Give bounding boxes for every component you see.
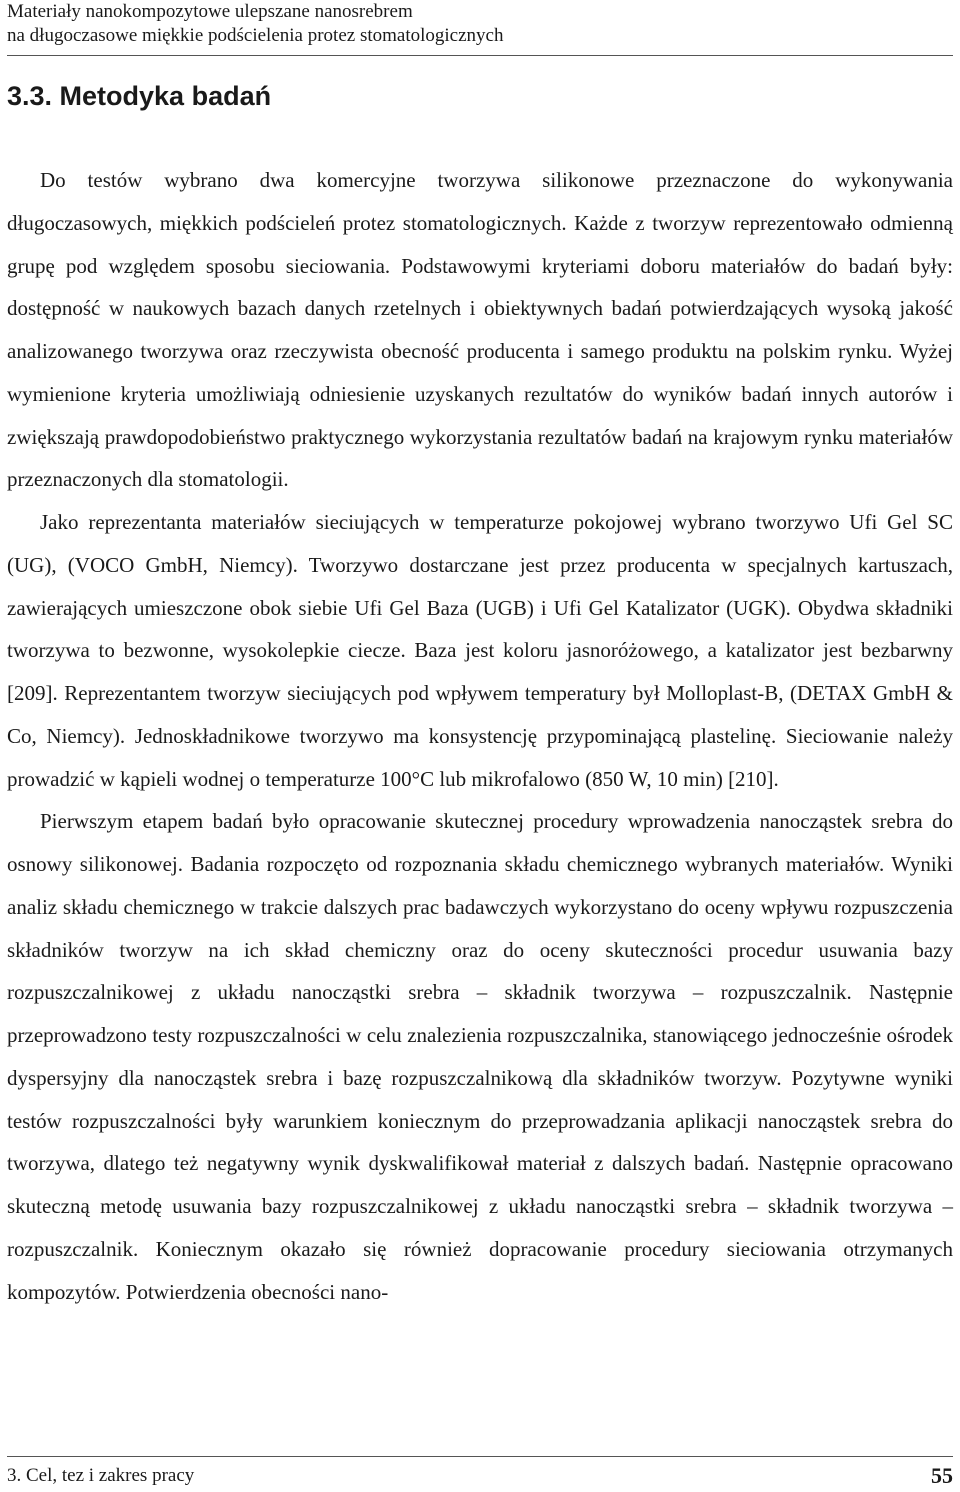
footer-chapter-title: 3. Cel, tez i zakres pracy: [7, 1465, 195, 1486]
paragraph: Do testów wybrano dwa komercyjne tworzywa silikonowe przeznaczone do wykonywania długoczasowych, miękkich podścieleń protez stomatologicznych. Każde z tworzyw reprezentowało odmienną grupę pod względem sposobu sieciowania. Podstawowymi kryteriami doboru materiałów do badań były: dostępność w naukowych bazach danych rzetelnych i obiektywnych badań potwierdzających wysoką jakość analizowanego tworzywa oraz rzeczywista obecność producenta i samego produktu na polskim rynku. Wyżej wymienione kryteria umożliwiają odniesienie uzyskanych rezultatów do wyników badań innych autorów i zwiększają prawdopodobieństwo praktycznego wykorzystania rezultatów badań na krajowym rynku materiałów przeznaczonych dla stomatologii.: [7, 168, 953, 492]
paragraph: Jako reprezentanta materiałów sieciujących w temperaturze pokojowej wybrano tworzywo Ufi Gel SC (UG), (VOCO GmbH, Niemcy). Tworzywo dostarczane jest przez producenta w specjalnych kartuszach, zawierających umieszczone obok siebie Ufi Gel Baza (UGB) i Ufi Gel Katalizator (UGK). Obydwa składniki tworzywa to bezwonne, wysokolepkie ciecze. Baza jest koloru jasnoróżowego, a katalizator jest bezbarwny [209]. Reprezentantem tworzyw sieciujących pod wpływem temperatury był Molloplast-B, (DETAX GmbH & Co, Niemcy). Jednoskładnikowe tworzywo ma konsystencję przypominającą plastelinę. Sieciowanie należy prowadzić w kąpieli wodnej o temperaturze 100°C lub mikrofalowo (850 W, 10 min) [210].: [7, 510, 953, 791]
running-header-line-2: na długoczasowe miękkie podścielenia protez stomatologicznych: [7, 25, 504, 46]
running-header-line-1: Materiały nanokompozytowe ulepszane nanosrebrem: [7, 1, 413, 22]
page-number: 55: [931, 1463, 953, 1488]
footer-divider: [7, 1456, 953, 1457]
running-footer: [7, 1462, 953, 1490]
running-header: [7, 0, 947, 48]
body-text: [7, 159, 953, 1313]
section-heading: 3.3. Metodyka badań: [7, 81, 272, 111]
paragraph: Pierwszym etapem badań było opracowanie skutecznej procedury wprowadzenia nanocząstek srebra do osnowy silikonowej. Badania rozpoczęto od rozpoznania składu chemicznego wybranych materiałów. Wyniki analiz składu chemicznego w trakcie dalszych prac badawczych wykorzystano do oceny wpływu rozpuszczenia składników tworzyw na ich skład chemiczny oraz do oceny skuteczności procedur usuwania bazy rozpuszczalnikowej z układu nanocząstki srebra – składnik tworzywa – rozpuszczalnik. Następnie przeprowadzono testy rozpuszczalności w celu znalezienia rozpuszczalnika, stanowiącego jednocześnie ośrodek dyspersyjny dla nanocząstek srebra i bazę rozpuszczalnikową dla składników tworzyw. Pozytywne wyniki testów rozpuszczalności były warunkiem koniecznym do przeprowadzania aplikacji nanocząstek srebra do tworzywa, dlatego też negatywny wynik dyskwalifikował materiał z dalszych badań. Następnie opracowano skuteczną metodę usuwania bazy rozpuszczalnikowej z układu nanocząstki srebra – składnik tworzywa – rozpuszczalnik. Koniecznym okazało się również dopracowanie procedury sieciowania otrzymanych kompozytów. Potwierdzenia obecności nano-: [7, 809, 953, 1304]
header-divider: [7, 55, 953, 56]
